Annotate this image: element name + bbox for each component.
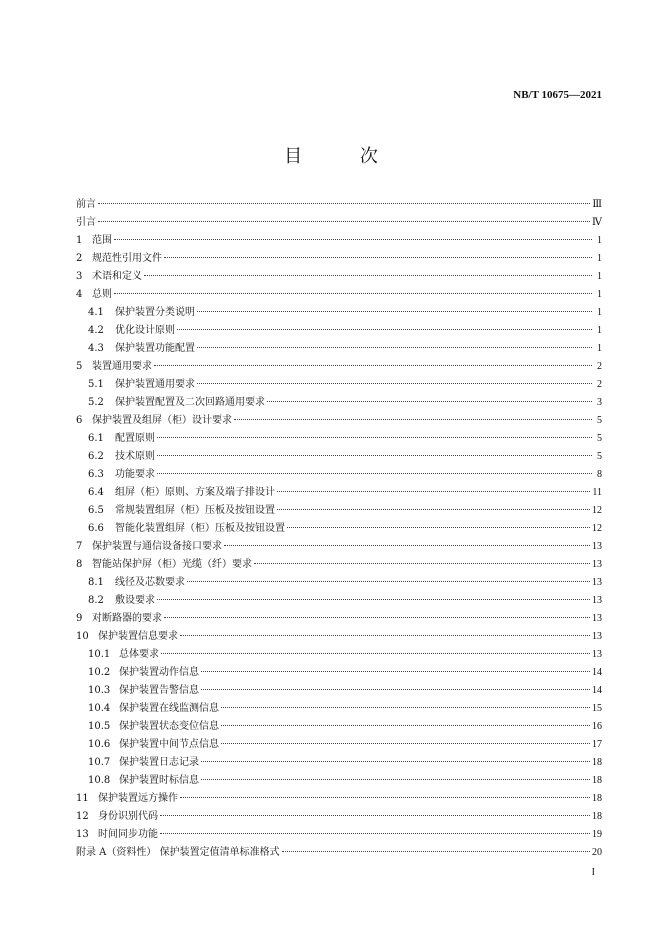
toc-entry[interactable] [76, 196, 602, 214]
toc-entry[interactable] [76, 556, 602, 574]
toc-entry[interactable] [76, 754, 602, 772]
toc-entry-page: 5 [597, 415, 602, 426]
toc-entry-number: 2 [76, 253, 83, 264]
toc-entry-page: 20 [592, 847, 602, 858]
toc-entry-page: 19 [592, 829, 602, 840]
toc-leader-dots [201, 671, 590, 672]
toc-leader-dots [221, 725, 590, 726]
toc-entry-page: 18 [592, 775, 602, 786]
toc-leader-dots [201, 689, 590, 690]
toc-entry-page: 1 [597, 271, 602, 282]
toc-entry[interactable] [76, 448, 602, 466]
toc-entry-number: 13 [76, 829, 89, 840]
toc-entry[interactable] [76, 700, 602, 718]
toc-entry-number: 10.7 [88, 757, 111, 768]
toc-leader-dots [180, 797, 590, 798]
toc-entry-number: 4.2 [88, 325, 104, 336]
toc-entry[interactable] [76, 520, 602, 538]
toc-entry-title: 保护装置与通信设备接口要求 [92, 541, 222, 552]
toc-entry-title: 保护装置通用要求 [115, 379, 195, 390]
toc-entry-page: 1 [597, 325, 602, 336]
toc-entry[interactable] [76, 592, 602, 610]
toc-entry[interactable] [76, 664, 602, 682]
toc-entry-title: 规范性引用文件 [92, 253, 162, 264]
toc-entry[interactable] [76, 502, 602, 520]
toc-entry-number: 10.5 [88, 721, 111, 732]
toc-entry[interactable] [76, 322, 602, 340]
toc-leader-dots [201, 779, 590, 780]
toc-entry-title: 时间同步功能 [98, 829, 158, 840]
toc-entry-page: 5 [597, 451, 602, 462]
toc-leader-dots [177, 329, 592, 330]
toc-entry-page: 5 [597, 433, 602, 444]
toc-entry-title: 技术原则 [115, 451, 155, 462]
toc-entry-page: 8 [597, 469, 602, 480]
toc-entry[interactable] [76, 214, 602, 232]
toc-entry[interactable] [76, 826, 602, 844]
toc-leader-dots [157, 455, 592, 456]
toc-leader-dots [277, 509, 590, 510]
toc-leader-dots [187, 581, 590, 582]
toc-entry-title: 保护装置远方操作 [98, 793, 178, 804]
toc-entry-title: 保护装置信息要求 [98, 631, 178, 642]
toc-entry-number: 10.1 [88, 649, 111, 660]
toc-entry-title: 保护装置时标信息 [119, 775, 199, 786]
toc-entry-number: 6.4 [88, 487, 104, 498]
toc-entry[interactable] [76, 808, 602, 826]
toc-entry-number: 4 [76, 289, 83, 300]
toc-entry[interactable] [76, 394, 602, 412]
toc-leader-dots [224, 545, 590, 546]
toc-entry-page: 3 [597, 397, 602, 408]
toc-entry[interactable] [76, 268, 602, 286]
toc-leader-dots [201, 761, 590, 762]
toc-entry-page: 18 [592, 793, 602, 804]
toc-entry-page: 13 [592, 577, 602, 588]
toc-entry-page: 13 [592, 559, 602, 570]
toc-entry[interactable] [76, 628, 602, 646]
toc-entry-page: 13 [592, 595, 602, 606]
toc-entry-title: 优化设计原则 [115, 325, 175, 336]
toc-entry-title: 常规装置组屏（柜）压板及按钮设置 [115, 505, 275, 516]
toc-entry[interactable] [76, 412, 602, 430]
table-of-contents [76, 196, 602, 862]
toc-leader-dots [197, 383, 592, 384]
toc-entry[interactable] [76, 682, 602, 700]
toc-leader-dots [114, 239, 592, 240]
toc-entry[interactable] [76, 376, 602, 394]
toc-leader-dots [221, 743, 590, 744]
toc-entry-number: 11 [76, 793, 89, 804]
toc-leader-dots [160, 833, 590, 834]
toc-entry-title: 术语和定义 [92, 271, 142, 282]
toc-entry[interactable] [76, 286, 602, 304]
toc-leader-dots [197, 347, 592, 348]
toc-entry-number: 6.5 [88, 505, 104, 516]
toc-leader-dots [157, 473, 592, 474]
toc-leader-dots [98, 221, 590, 222]
toc-entry-number: 6.6 [88, 523, 104, 534]
toc-entry-title: 功能要求 [115, 469, 155, 480]
toc-entry-page: 18 [592, 811, 602, 822]
toc-entry-title: 保护装置在线监测信息 [119, 703, 219, 714]
toc-entry[interactable] [76, 844, 602, 862]
toc-entry-page: 12 [592, 505, 602, 516]
toc-leader-dots [98, 203, 590, 204]
toc-entry-number: 6.1 [88, 433, 104, 444]
toc-entry-title: 配置原则 [115, 433, 155, 444]
toc-entry-page: 14 [592, 685, 602, 696]
toc-entry-number: 3 [76, 271, 83, 282]
toc-entry-number: 1 [76, 235, 83, 246]
toc-leader-dots [164, 617, 590, 618]
toc-entry-page: 16 [592, 721, 602, 732]
toc-entry-title: 总体要求 [119, 649, 159, 660]
toc-leader-dots [287, 527, 590, 528]
toc-entry-title: 保护装置日志记录 [119, 757, 199, 768]
toc-entry-title: 总则 [92, 289, 112, 300]
toc-entry-title: 附录 A（资料性） 保护装置定值清单标准格式 [76, 847, 280, 858]
toc-entry-number: 8 [76, 559, 83, 570]
standard-code: NB/T 10675—2021 [513, 89, 602, 101]
toc-entry[interactable] [76, 484, 602, 502]
toc-entry-page: 14 [592, 667, 602, 678]
toc-entry-title: 组屏（柜）原则、方案及端子排设计 [115, 487, 275, 498]
toc-leader-dots [277, 491, 590, 492]
toc-leader-dots [157, 437, 592, 438]
toc-leader-dots [157, 599, 590, 600]
toc-entry-number: 5 [76, 361, 83, 372]
toc-entry-number: 10.3 [88, 685, 111, 696]
toc-leader-dots [221, 707, 590, 708]
toc-entry-number: 10.2 [88, 667, 111, 678]
toc-entry-title: 身份识别代码 [98, 811, 158, 822]
toc-leader-dots [180, 635, 590, 636]
toc-entry-title: 前言 [76, 199, 96, 210]
toc-entry-number: 7 [76, 541, 83, 552]
toc-leader-dots [154, 365, 592, 366]
toc-entry-title: 线径及芯数要求 [115, 577, 185, 588]
toc-leader-dots [254, 563, 590, 564]
toc-entry-title: 保护装置分类说明 [115, 307, 195, 318]
toc-entry[interactable] [76, 250, 602, 268]
toc-leader-dots [197, 311, 592, 312]
toc-entry-page: 1 [597, 289, 602, 300]
toc-entry-page: 1 [597, 343, 602, 354]
toc-entry-page: Ⅳ [592, 217, 602, 228]
toc-entry-title: 装置通用要求 [92, 361, 152, 372]
toc-leader-dots [160, 815, 590, 816]
toc-entry-number: 5.2 [88, 397, 104, 408]
toc-entry-page: 1 [597, 235, 602, 246]
toc-entry-number: 8.1 [88, 577, 104, 588]
toc-leader-dots [114, 293, 592, 294]
toc-entry[interactable] [76, 790, 602, 808]
toc-entry-title: 智能站保护屏（柜）光缆（纤）要求 [92, 559, 252, 570]
toc-entry[interactable] [76, 772, 602, 790]
toc-leader-dots [144, 275, 592, 276]
toc-entry[interactable] [76, 736, 602, 754]
toc-entry-title: 保护装置及组屏（柜）设计要求 [92, 415, 232, 426]
toc-entry[interactable] [76, 358, 602, 376]
toc-entry-number: 9 [76, 613, 83, 624]
toc-entry[interactable] [76, 610, 602, 628]
toc-entry[interactable] [76, 646, 602, 664]
toc-entry-page: Ⅲ [592, 199, 602, 210]
toc-entry-page: 12 [592, 523, 602, 534]
toc-entry-page: 2 [597, 379, 602, 390]
toc-entry[interactable] [76, 304, 602, 322]
toc-entry-number: 6.2 [88, 451, 104, 462]
toc-entry-number: 6 [76, 415, 83, 426]
toc-entry-number: 10.6 [88, 739, 111, 750]
toc-entry[interactable] [76, 430, 602, 448]
toc-entry-title: 对断路器的要求 [92, 613, 162, 624]
toc-entry-title: 保护装置功能配置 [115, 343, 195, 354]
toc-entry-title: 智能化装置组屏（柜）压板及按钮设置 [115, 523, 285, 534]
toc-entry-page: 15 [592, 703, 602, 714]
toc-entry-title: 保护装置告警信息 [119, 685, 199, 696]
toc-entry-number: 4.3 [88, 343, 104, 354]
toc-entry-page: 1 [597, 253, 602, 264]
toc-entry[interactable] [76, 466, 602, 484]
toc-entry-number: 4.1 [88, 307, 104, 318]
toc-entry-number: 10.8 [88, 775, 111, 786]
toc-entry-page: 11 [592, 487, 602, 498]
toc-entry[interactable] [76, 574, 602, 592]
toc-entry[interactable] [76, 538, 602, 556]
page-number: I [591, 867, 595, 878]
toc-entry-page: 13 [592, 649, 602, 660]
toc-entry-number: 8.2 [88, 595, 104, 606]
toc-entry-title: 敷设要求 [115, 595, 155, 606]
toc-entry-page: 1 [597, 307, 602, 318]
toc-leader-dots [161, 653, 590, 654]
toc-entry-title: 保护装置中间节点信息 [119, 739, 219, 750]
toc-entry-number: 10.4 [88, 703, 111, 714]
page-title: 目 次 [284, 146, 404, 167]
toc-entry-number: 10 [76, 631, 89, 642]
toc-entry-page: 13 [592, 613, 602, 624]
toc-entry[interactable] [76, 718, 602, 736]
toc-entry-title: 范围 [92, 235, 112, 246]
toc-entry-page: 17 [592, 739, 602, 750]
toc-entry-page: 13 [592, 541, 602, 552]
toc-leader-dots [234, 419, 592, 420]
toc-entry-number: 5.1 [88, 379, 104, 390]
toc-entry-page: 18 [592, 757, 602, 768]
toc-entry-title: 保护装置配置及二次回路通用要求 [115, 397, 265, 408]
toc-entry[interactable] [76, 340, 602, 358]
toc-entry-page: 13 [592, 631, 602, 642]
toc-entry-number: 6.3 [88, 469, 104, 480]
toc-entry-title: 保护装置状态变位信息 [119, 721, 219, 732]
toc-entry-page: 2 [597, 361, 602, 372]
toc-leader-dots [164, 257, 592, 258]
toc-entry-title: 引言 [76, 217, 96, 228]
toc-entry-title: 保护装置动作信息 [119, 667, 199, 678]
toc-leader-dots [282, 851, 590, 852]
toc-leader-dots [267, 401, 592, 402]
toc-entry-number: 12 [76, 811, 89, 822]
toc-entry[interactable] [76, 232, 602, 250]
